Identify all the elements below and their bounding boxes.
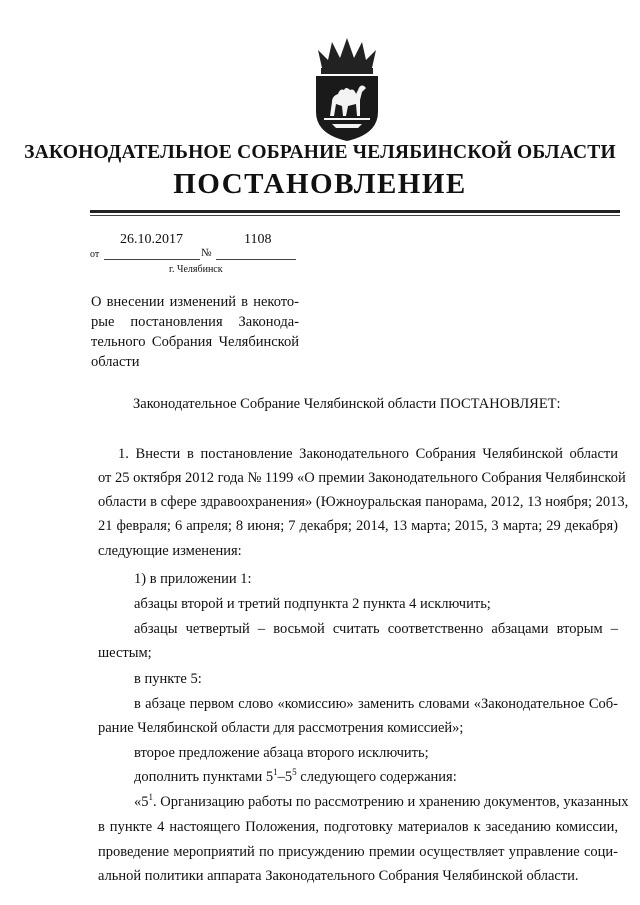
quote-line: «$5^1$. Организацию работы по рассмотрению и хранению документов, указанных [134, 792, 629, 810]
subject-line: рые постановления Законода- [91, 314, 299, 330]
list-item: дополнить пунктами $5^1-5^5$ следующего содержания: [134, 767, 457, 785]
header-divider-thin [90, 215, 620, 216]
list-item: рание Челябинской области для рассмотрения комиссией»; [98, 720, 464, 736]
number-label: № [201, 247, 212, 259]
quote-line: проведение мероприятий по присуждению премии осуществляет управление соци- [98, 844, 618, 860]
list-item: абзацы четвертый – восьмой считать соответственно абзацами вторым – [134, 621, 618, 637]
quote-line: альной политики аппарата Законодательного Собрания Челябинской области. [98, 868, 579, 884]
body-line: области в сфере здравоохранения» (Южноуральская панорама, 2012, 13 ноября; 2013, [98, 494, 629, 510]
city-label: г. Челябинск [169, 264, 223, 275]
list-item: шестым; [98, 645, 152, 661]
date-prefix-label: от [90, 249, 100, 260]
document-date: 26.10.2017 [120, 232, 183, 247]
document-type-title: ПОСТАНОВЛЕНИЕ [173, 168, 467, 200]
coat-of-arms-emblem [310, 38, 384, 142]
quote-line: в пункте 4 настоящего Положения, подготовку материалов к заседанию комиссии, [98, 819, 618, 835]
preamble-text: Законодательное Собрание Челябинской области ПОСТАНОВЛЯЕТ: [133, 396, 561, 412]
subject-line: О внесении изменений в некото- [91, 294, 299, 310]
subject-line: тельного Собрания Челябинской [91, 334, 299, 350]
list-item: в пункте 5: [134, 671, 202, 687]
list-item: 1) в приложении 1: [134, 571, 252, 587]
organization-title: ЗАКОНОДАТЕЛЬНОЕ СОБРАНИЕ ЧЕЛЯБИНСКОЙ ОБЛАСТИ [24, 142, 616, 163]
document-subject [91, 292, 299, 372]
list-item: в абзаце первом слово «комиссию» заменить словами «Законодательное Соб- [134, 696, 618, 712]
list-item: абзацы второй и третий подпункта 2 пункта 4 исключить; [134, 596, 491, 612]
number-underline [216, 259, 296, 260]
subject-line: области [91, 354, 140, 370]
body-line: от 25 октября 2012 года № 1199 «О премии Законодательного Собрания Челябинской [98, 470, 626, 486]
crown-icon [318, 38, 376, 74]
body-line: следующие изменения: [98, 543, 242, 559]
body-line: 1. Внести в постановление Законодательного Собрания Челябинской области [118, 446, 618, 462]
header-divider [90, 210, 620, 213]
date-underline [104, 259, 200, 260]
document-number: 1108 [244, 232, 272, 247]
body-line: 21 февраля; 6 апреля; 8 июня; 7 декабря; 2014, 13 марта; 2015, 3 марта; 29 декабря) [98, 518, 618, 534]
list-item: второе предложение абзаца второго исключить; [134, 745, 429, 761]
